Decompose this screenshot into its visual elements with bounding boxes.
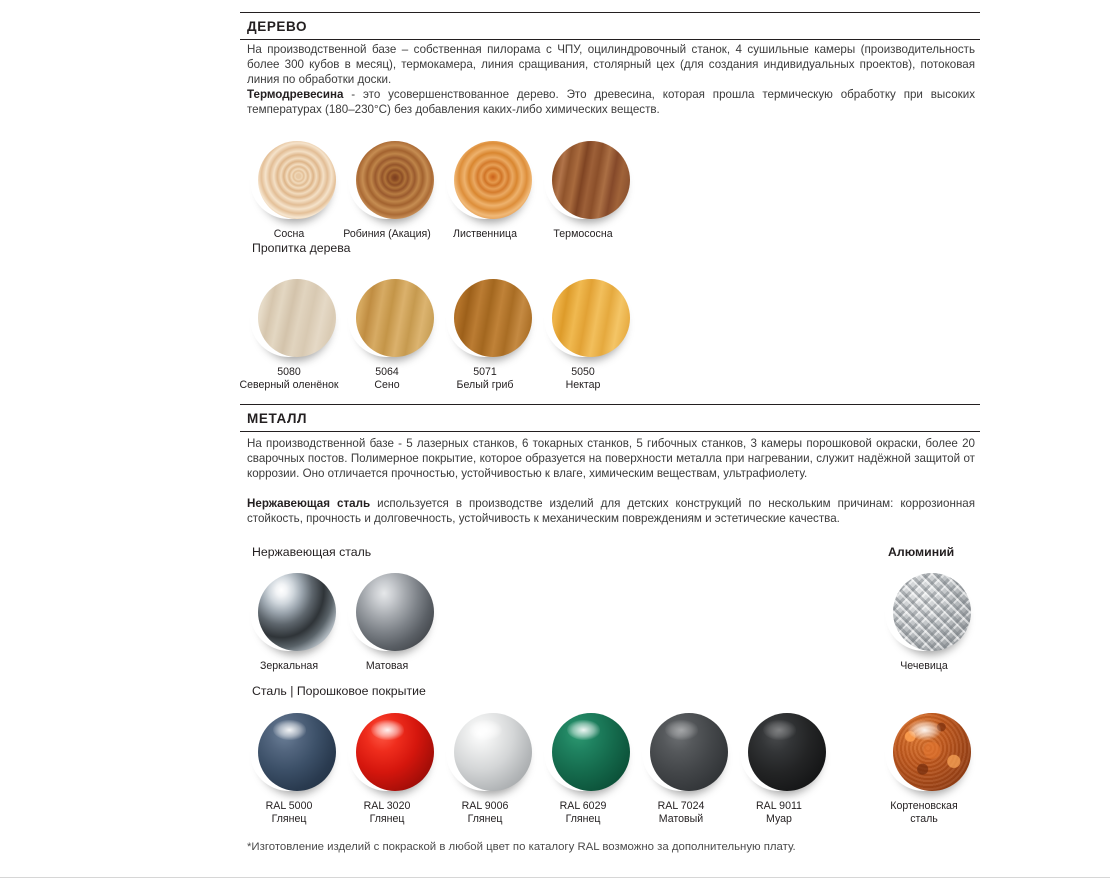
wood-impregnation-label: Пропитка дерева bbox=[252, 241, 351, 255]
swatch-label: Термососна bbox=[553, 228, 613, 240]
swatch-code: 5064 bbox=[375, 366, 399, 378]
swatch-wood-species-2 bbox=[446, 141, 539, 241]
swatch-code: 5071 bbox=[473, 366, 497, 378]
swatch-finish: Матовый bbox=[658, 812, 704, 825]
wood-paragraph-1: На производственной базе – собственная пилорама с ЧПУ, оцилиндровочный станок, 4 сушильные камеры (производительность более 300 кубов в месяц), термокамера, линия сращивания, столярный цех (для создания индивидуальных проектов), потоковая линия по обработки доски. bbox=[247, 43, 975, 87]
swatch-powder-4 bbox=[642, 713, 735, 825]
swatch-label: Сосна bbox=[273, 228, 305, 240]
swatch-label: Лиственница bbox=[453, 228, 517, 240]
swatch-label: Белый гриб bbox=[456, 378, 514, 391]
ral-6029-gloss-icon bbox=[552, 713, 630, 791]
swatch-powder-0 bbox=[250, 713, 343, 825]
metal-paragraph-2-bold: Нержавеющая сталь bbox=[247, 497, 371, 510]
powder-coating-label: Сталь | Порошковое покрытие bbox=[252, 684, 426, 698]
swatch-impregnation-2 bbox=[446, 279, 539, 391]
pine-cross-section-icon bbox=[258, 141, 336, 219]
robinia-cross-section-icon bbox=[356, 141, 434, 219]
thermo-pine-plank-icon bbox=[552, 141, 630, 219]
swatch-label: Нектар bbox=[565, 378, 601, 391]
swatch-code: RAL 5000 bbox=[265, 800, 313, 812]
swatch-powder-5 bbox=[740, 713, 833, 825]
swatch-label: Кортеновская bbox=[890, 800, 958, 812]
metal-paragraph-2-rest: используется в производстве изделий для детских конструкций по нескольким причинам: коррозионная стойкость, прочность и долговечность, устойчивость к механическим повреждениям и эстетические качества. bbox=[247, 497, 975, 526]
stainless-steel-label: Нержавеющая сталь bbox=[252, 545, 372, 559]
aluminium-label: Алюминий bbox=[888, 545, 955, 559]
swatch-code: RAL 7024 bbox=[657, 800, 705, 812]
matte-steel-sphere-icon bbox=[356, 573, 434, 651]
swatch-label: Северный оленёнок bbox=[239, 378, 339, 391]
swatch-corten bbox=[885, 713, 978, 825]
ral-5000-gloss-icon bbox=[258, 713, 336, 791]
swatch-code: 5050 bbox=[571, 366, 595, 378]
swatch-impregnation-3 bbox=[544, 279, 637, 391]
wood-paragraph-2-rest: - это усовершенствованное дерево. Это древесина, которая прошла термическую обработку при высоких температурах (180–230°С) без добавления каких-либо химических веществ. bbox=[247, 88, 975, 117]
section-header-metal bbox=[240, 404, 980, 432]
footnote: *Изготовление изделий с покраской в любой цвет по каталогу RAL возможно за дополнительную плату. bbox=[247, 841, 796, 853]
stain-5064-icon bbox=[356, 279, 434, 357]
swatch-label-2: сталь bbox=[910, 812, 938, 825]
swatch-finish: Глянец bbox=[369, 812, 405, 825]
stain-5050-icon bbox=[552, 279, 630, 357]
section-header-wood bbox=[240, 12, 980, 40]
swatch-powder-2 bbox=[446, 713, 539, 825]
swatch-impregnation-0 bbox=[239, 279, 343, 391]
divider-bottom-metal bbox=[240, 431, 980, 432]
swatch-finish: Глянец bbox=[271, 812, 307, 825]
page-bottom-divider bbox=[0, 877, 1110, 878]
wood-paragraph-2-bold: Термодревесина bbox=[247, 88, 344, 101]
larch-cross-section-icon bbox=[454, 141, 532, 219]
swatch-label: Матовая bbox=[365, 660, 409, 672]
stain-5080-icon bbox=[258, 279, 336, 357]
swatch-label: Чечевица bbox=[900, 660, 948, 672]
stain-5071-icon bbox=[454, 279, 532, 357]
ral-7024-matte-icon bbox=[650, 713, 728, 791]
swatch-code: RAL 9006 bbox=[461, 800, 509, 812]
swatch-wood-species-1 bbox=[343, 141, 441, 241]
section-title-metal: МЕТАЛЛ bbox=[247, 411, 308, 426]
ral-9006-gloss-icon bbox=[454, 713, 532, 791]
swatch-label: Робиния (Акация) bbox=[343, 228, 431, 240]
swatch-label: Зеркальная bbox=[259, 660, 319, 672]
metal-paragraph-2 bbox=[247, 496, 975, 526]
wood-paragraph-2 bbox=[247, 87, 975, 117]
swatch-finish: Глянец bbox=[467, 812, 503, 825]
ral-3020-gloss-icon bbox=[356, 713, 434, 791]
swatch-stainless-1 bbox=[348, 573, 441, 673]
swatch-finish: Глянец bbox=[565, 812, 601, 825]
swatch-aluminium-0 bbox=[885, 573, 978, 673]
mirror-steel-sphere-icon bbox=[258, 573, 336, 651]
swatch-code: RAL 6029 bbox=[559, 800, 607, 812]
swatch-stainless-0 bbox=[250, 573, 343, 673]
section-title-wood: ДЕРЕВО bbox=[247, 19, 308, 34]
lentil-aluminium-disc-icon bbox=[893, 573, 971, 651]
swatch-code: RAL 9011 bbox=[756, 800, 802, 812]
swatch-code: 5080 bbox=[277, 366, 301, 378]
swatch-finish: Муар bbox=[766, 812, 792, 825]
ral-9011-moire-icon bbox=[748, 713, 826, 791]
swatch-label: Сено bbox=[374, 378, 400, 391]
swatch-wood-species-3 bbox=[544, 141, 637, 241]
metal-paragraph-1: На производственной базе - 5 лазерных станков, 6 токарных станков, 5 гибочных станков, 3 камеры порошковой окраски, более 20 сварочных постов. Полимерное покрытие, которое образуется на поверхности металла при нагревании, служит надёжной защитой от коррозии. Оно отличается прочностью, устойчивостью к влаге, химическим веществам, ультрафиолету. bbox=[247, 437, 975, 481]
swatch-powder-3 bbox=[544, 713, 637, 825]
swatch-wood-species-0 bbox=[250, 141, 343, 241]
swatch-code: RAL 3020 bbox=[363, 800, 411, 812]
swatch-powder-1 bbox=[348, 713, 441, 825]
divider-bottom-wood bbox=[240, 39, 980, 40]
swatch-impregnation-1 bbox=[348, 279, 441, 391]
corten-steel-icon bbox=[893, 713, 971, 791]
